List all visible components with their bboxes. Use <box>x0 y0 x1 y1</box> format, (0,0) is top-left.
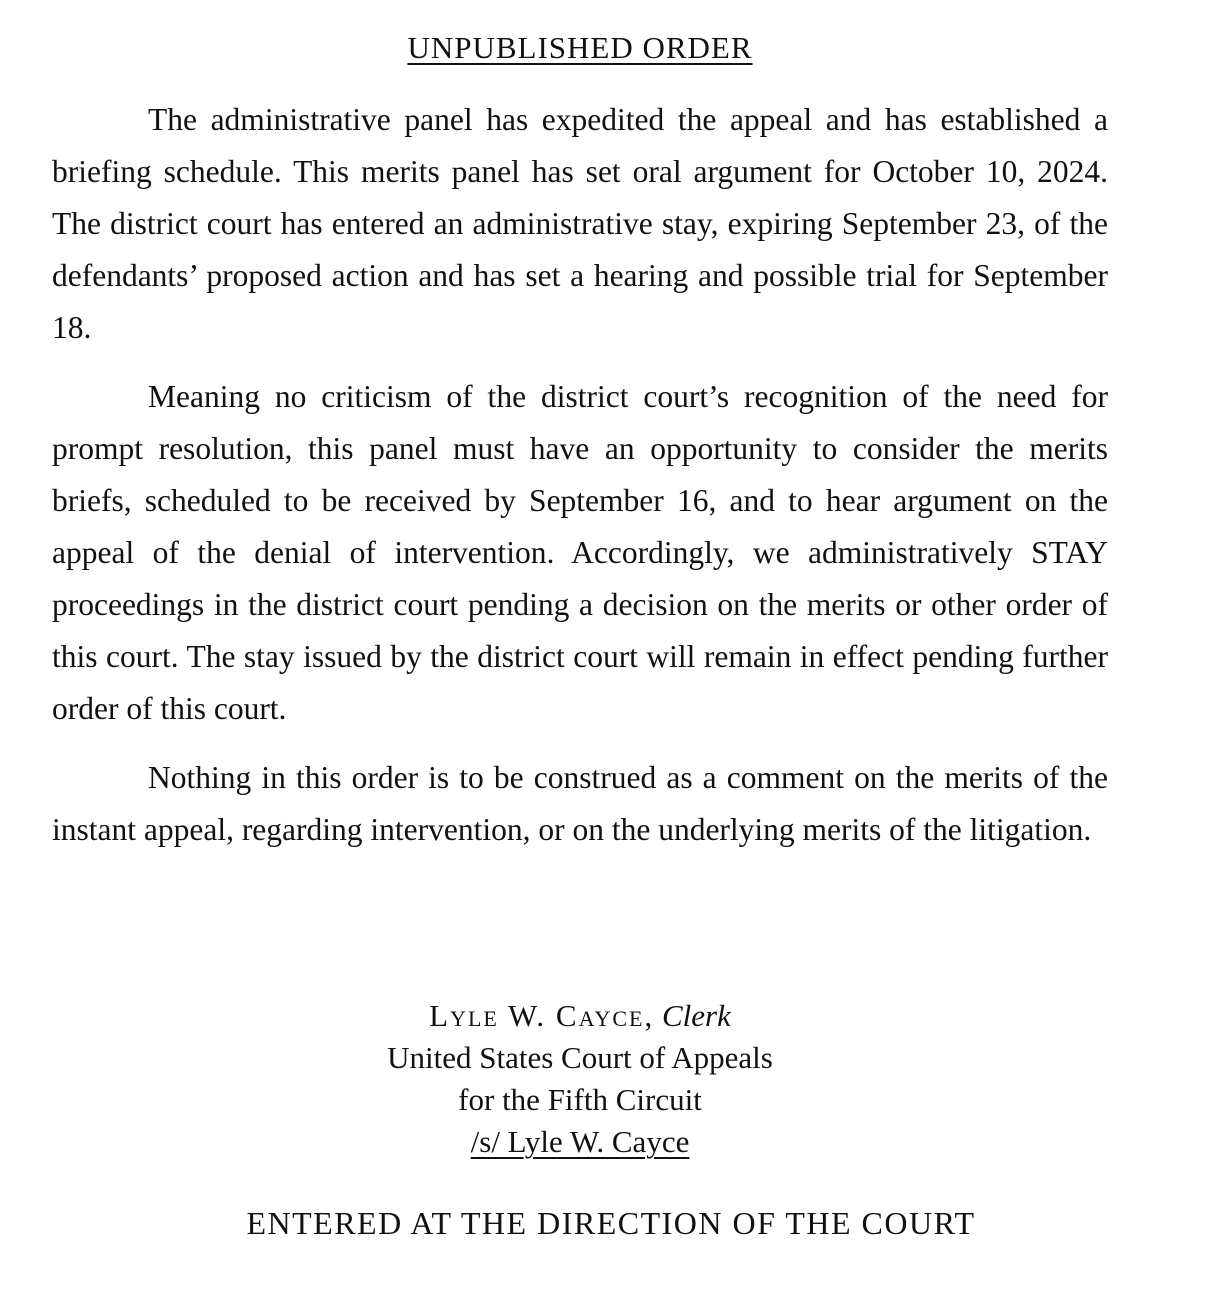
clerk-name: Lyle W. Cayce, <box>429 998 655 1033</box>
entered-direction: ENTERED AT THE DIRECTION OF THE COURT <box>246 1205 976 1241</box>
court-name-line-1: United States Court of Appeals <box>387 1040 773 1075</box>
paragraph-1: The administrative panel has expedited the appeal and has established a briefing schedule. This merits panel has set oral argument for October 10, 2024. The district court has entered an administrative stay, expiring September 23, of the defendants’ proposed action and has set a hearing and possible trial for September 18. <box>52 102 1108 345</box>
signature-block <box>0 995 1160 1163</box>
paragraph-3-block <box>52 752 1108 856</box>
paragraph-2: Meaning no criticism of the district court’s recognition of the need for prompt resolution, this panel must have an opportunity to consider the merits briefs, scheduled to be received by September 16, and to hear argument on the appeal of the denial of intervention. Accordingly, we administratively STAY proceedings in the district court pending a decision on the merits or other order of this court. The stay issued by the district court will remain in effect pending further order of this court. <box>52 379 1108 726</box>
order-heading: UNPUBLISHED ORDER <box>407 30 753 65</box>
clerk-title: Clerk <box>661 998 731 1033</box>
court-name-line-2: for the Fifth Circuit <box>458 1082 702 1117</box>
electronic-signature: /s/ Lyle W. Cayce <box>470 1124 690 1159</box>
signed-line <box>0 1121 1160 1163</box>
paragraph-3: Nothing in this order is to be construed as a comment on the merits of the instant appeal, regarding intervention, or on the underlying merits of the litigation. <box>52 760 1108 847</box>
paragraph-2-block <box>52 371 1108 735</box>
paragraph-1-block <box>52 94 1108 354</box>
clerk-line <box>0 995 1160 1037</box>
